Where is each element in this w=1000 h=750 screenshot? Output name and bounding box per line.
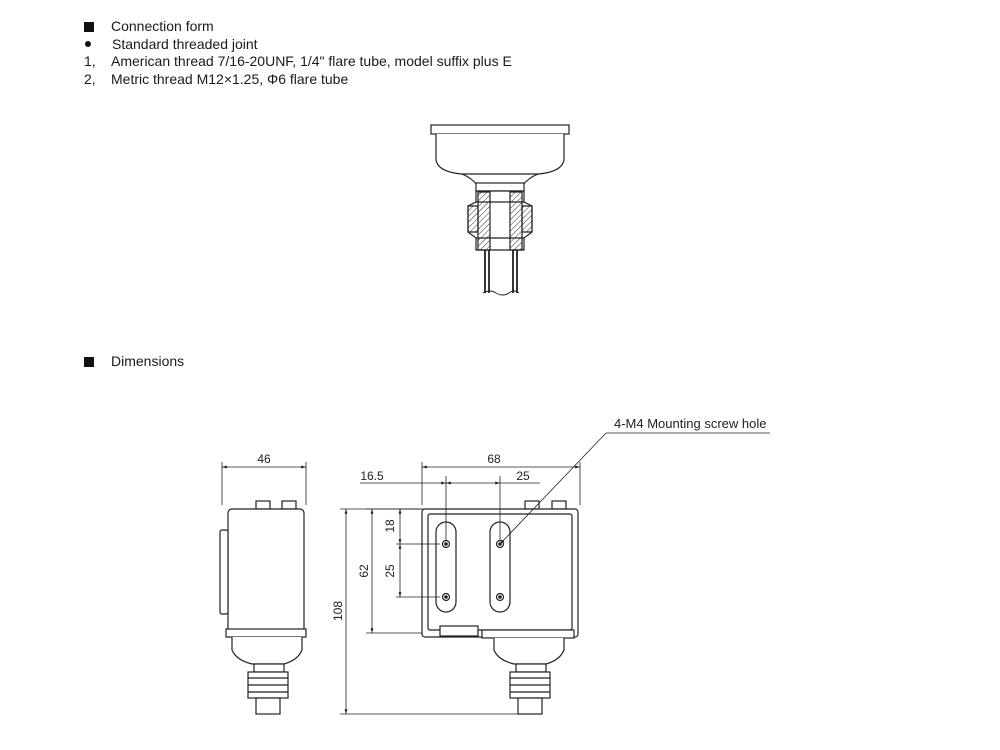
- connection-form-title: Connection form: [111, 18, 214, 34]
- connection-item-text: Metric thread M12×1.25, Φ6 flare tube: [111, 71, 349, 87]
- dim-front-width: 68: [487, 452, 501, 466]
- side-view-drawing: [220, 501, 306, 714]
- dim-body-height: 62: [357, 564, 371, 578]
- dim-overall-height: 108: [331, 600, 345, 622]
- dim-side-width: 46: [257, 452, 271, 466]
- connection-item-text: American thread 7/16-20UNF, 1/4" flare tube, model suffix plus E: [111, 53, 512, 69]
- list-number: 1,: [84, 53, 96, 69]
- flare-joint-section-drawing: [431, 125, 569, 295]
- dim-slot-offset: 16.5: [360, 469, 384, 483]
- dim-hole-upper-offset: 18: [383, 519, 397, 533]
- dim-slot-pitch: 25: [516, 469, 530, 483]
- dimensions-title: Dimensions: [111, 353, 185, 369]
- mounting-hole-callout: 4-M4 Mounting screw hole: [614, 416, 767, 431]
- dim-hole-vertical-pitch: 25: [383, 564, 397, 578]
- connection-item-text: Standard threaded joint: [112, 36, 258, 52]
- list-number: 2,: [84, 71, 96, 87]
